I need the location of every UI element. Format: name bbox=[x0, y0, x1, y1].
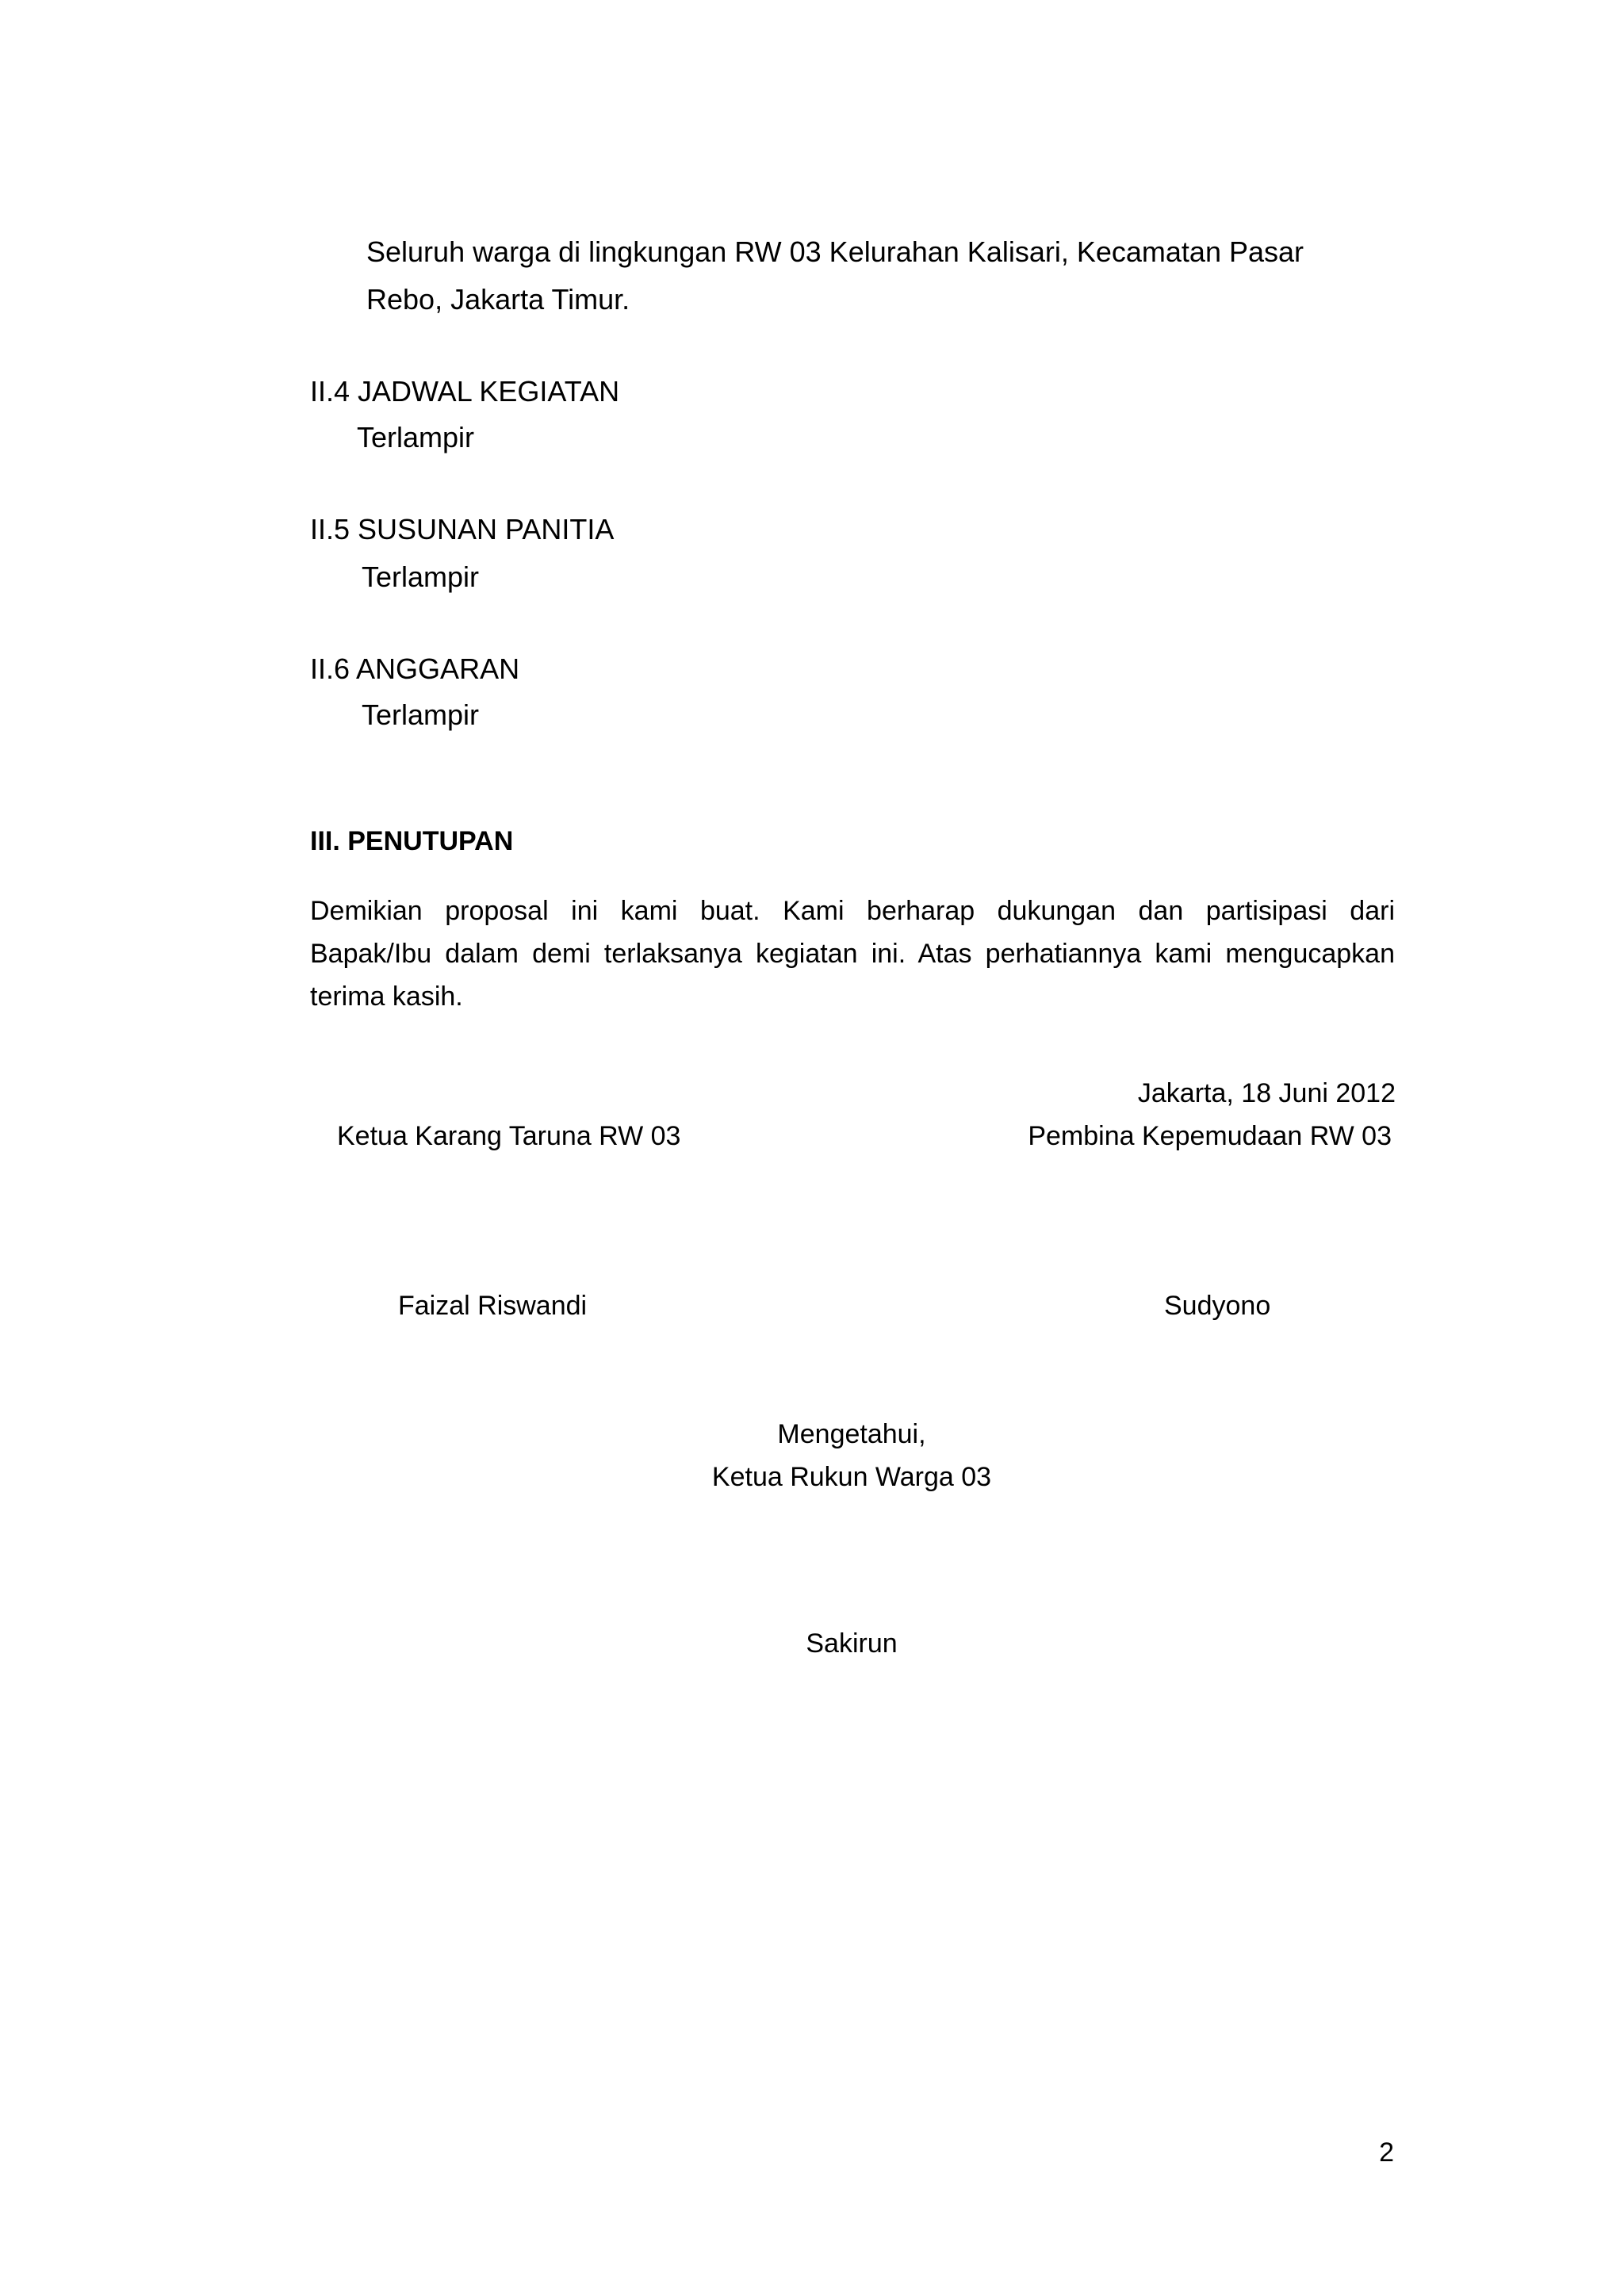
page-number: 2 bbox=[1379, 2137, 1394, 2168]
closing-line-2: Bapak/Ibu dalam demi terlaksanya kegiatan ini. Atas perhatiannya kami mengucapkan bbox=[310, 939, 1395, 969]
closing-line-3: terima kasih. bbox=[310, 982, 463, 1012]
acknowledge-label: Mengetahui, bbox=[777, 1419, 926, 1449]
section-body-anggaran: Terlampir bbox=[362, 698, 480, 731]
right-signatory-name: Sudyono bbox=[1164, 1291, 1271, 1321]
section-body-jadwal: Terlampir bbox=[357, 421, 475, 453]
intro-line-2: Rebo, Jakarta Timur. bbox=[366, 283, 630, 316]
closing-line-1: Demikian proposal ini kami buat. Kami berharap dukungan dan partisipasi dari bbox=[310, 896, 1395, 926]
section-heading-anggaran: II.6 ANGGARAN bbox=[310, 652, 520, 685]
right-signatory-title: Pembina Kepemudaan RW 03 bbox=[1028, 1121, 1392, 1151]
section-heading-panitia: II.5 SUSUNAN PANITIA bbox=[310, 513, 615, 545]
section-body-panitia: Terlampir bbox=[362, 561, 480, 593]
left-signatory-name: Faizal Riswandi bbox=[398, 1291, 588, 1321]
intro-line-1: Seluruh warga di lingkungan RW 03 Kelurahan Kalisari, Kecamatan Pasar bbox=[366, 235, 1304, 268]
left-signatory-title: Ketua Karang Taruna RW 03 bbox=[337, 1121, 681, 1151]
center-signatory-name: Sakirun bbox=[806, 1628, 898, 1659]
closing-heading: III. PENUTUPAN bbox=[310, 826, 514, 856]
center-signatory-title: Ketua Rukun Warga 03 bbox=[711, 1462, 992, 1492]
place-date: Jakarta, 18 Juni 2012 bbox=[1137, 1078, 1396, 1108]
section-heading-jadwal: II.4 JADWAL KEGIATAN bbox=[310, 375, 620, 408]
